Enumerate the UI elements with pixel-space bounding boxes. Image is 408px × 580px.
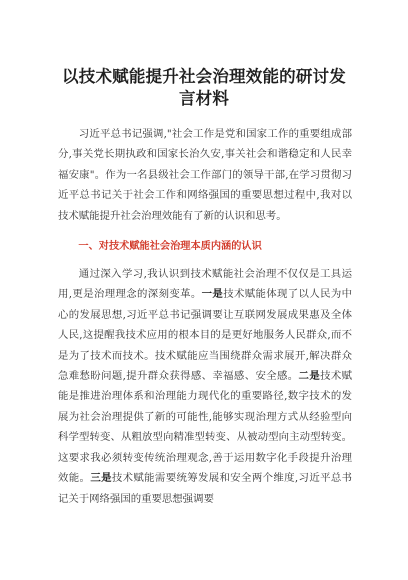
lead-phrase-three: 三是 xyxy=(90,472,112,485)
paragraph-text: 通过深入学习,我认识到技术赋能社会治理不仅仅是工具运用,更是治理理念的深刻变革。 xyxy=(58,268,352,301)
lead-phrase-two: 二是 xyxy=(298,370,321,383)
lead-phrase-one: 一是 xyxy=(201,288,224,301)
section-heading: 一、对技术赋能社会治理本质内涵的认识 xyxy=(78,241,262,253)
document-body xyxy=(58,124,352,509)
section-paragraph xyxy=(58,264,352,509)
intro-paragraph: 习近平总书记强调,"社会工作是党和国家工作的重要组成部分,事关党长期执政和国家长治久安,事关社会和谐稳定和人民幸福安康"。作为一名县级社会工作部门的领导干部,在学习贯彻习近平总书记关于社会工作和网络强国的重要思想过程中,我对以技术赋能提升社会治理效能有了新的认识和思考。 xyxy=(58,128,352,222)
document-title: 以技术赋能提升社会治理效能的研讨发言材料 xyxy=(62,67,346,108)
paragraph-text: 技术赋能是推进治理体系和治理能力现代化的重要路径,数字技术的发展为社会治理提供了新的可能性,能够实现治理方式从经验型向科学型转变、从粗放型向精准型转变、从被动型向主动型转变。这要求我必须转变传统治理观念,善于运用数字化手段提升治理效能。 xyxy=(58,370,353,485)
paragraph-text: 技术赋能需要统筹发展和安全两个维度,习近平总书记关于网络强国的重要思想强调要 xyxy=(58,472,353,505)
paragraph-text: 技术赋能体现了以人民为中心的发展思想,习近平总书记强调要让互联网发展成果惠及全体人民,这提醒我技术应用的根本目的是更好地服务人民群众,而不是为了技术而技术。技术赋能应当围绕群众需求展开,解决群众急难愁盼问题,提升群众获得感、幸福感、安全感。 xyxy=(58,288,353,383)
